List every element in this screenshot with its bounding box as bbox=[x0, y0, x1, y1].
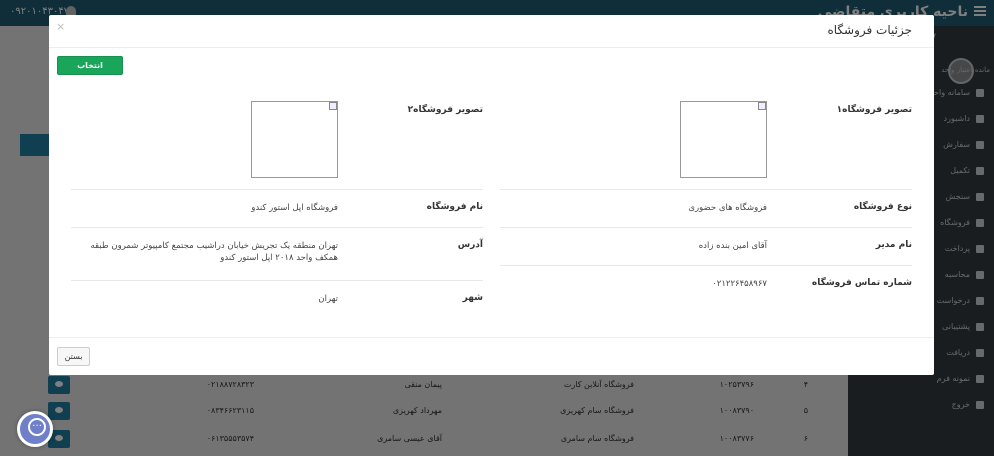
modal-title: جزئیات فروشگاه bbox=[827, 23, 912, 37]
store-image-1 bbox=[680, 101, 767, 178]
city-label: شهر bbox=[462, 293, 483, 303]
modal-header bbox=[49, 15, 934, 48]
detail-row bbox=[71, 281, 483, 319]
manager-label: نام مدیر bbox=[875, 240, 912, 250]
store-details-modal bbox=[49, 15, 934, 375]
image-row bbox=[71, 93, 483, 190]
store-phone-label: شماره تماس فروشگاه bbox=[811, 278, 912, 288]
detail-row bbox=[500, 228, 912, 266]
store-name-value: فروشگاه اپل استور کندو bbox=[251, 203, 338, 213]
chat-icon[interactable] bbox=[17, 411, 53, 447]
close-icon[interactable]: × bbox=[56, 20, 66, 33]
close-button[interactable]: بستن bbox=[57, 347, 90, 366]
image-label: تصویر فروشگاه۲ bbox=[407, 105, 483, 115]
manager-value: آقای امین بنده زاده bbox=[698, 241, 767, 251]
store-details-left bbox=[71, 93, 483, 319]
city-value: تهران bbox=[318, 294, 338, 304]
store-type-label: نوع فروشگاه bbox=[853, 202, 912, 212]
select-store-button[interactable]: انتخاب فروشگاه bbox=[57, 56, 123, 75]
detail-row bbox=[71, 228, 483, 281]
store-phone-value: ۰۲۱۲۲۶۴۵۸۹۶۷ bbox=[712, 279, 767, 289]
detail-row bbox=[500, 266, 912, 304]
store-details-right bbox=[500, 93, 912, 304]
store-type-value: فروشگاه های حضوری bbox=[688, 203, 767, 213]
address-value: تهران منطقه یک تجریش خیابان دراشیب مجتمع کامپیوتر شمرون طبقه همکف واحد ۲۰۱۸ اپل استور کندو bbox=[90, 241, 338, 263]
detail-row bbox=[71, 190, 483, 228]
image-row bbox=[500, 93, 912, 190]
store-image-2 bbox=[251, 101, 338, 178]
detail-row bbox=[500, 190, 912, 228]
broken-image-icon bbox=[329, 102, 337, 110]
address-label: آدرس bbox=[457, 240, 483, 250]
store-name-label: نام فروشگاه bbox=[426, 202, 483, 212]
modal-footer bbox=[49, 337, 934, 375]
broken-image-icon bbox=[758, 102, 766, 110]
image-label: تصویر فروشگاه۱ bbox=[836, 105, 912, 115]
